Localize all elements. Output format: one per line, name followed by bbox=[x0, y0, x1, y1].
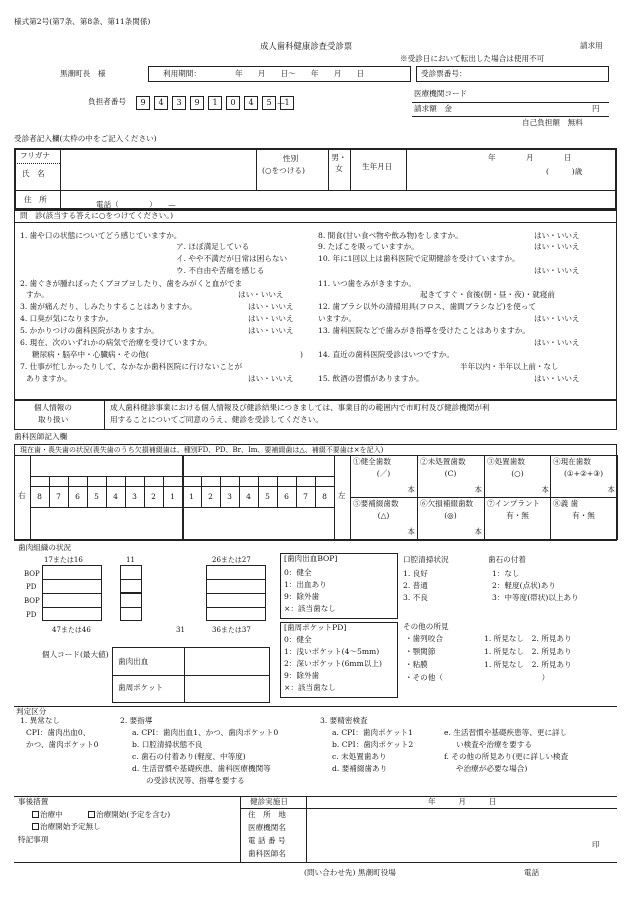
hygiene-title: 口腔清掃状況 bbox=[403, 555, 449, 564]
institution-phone-label: 電 話 番 号 bbox=[248, 836, 286, 845]
question-left-line: 6. 現在、次のいずれかの病気で治療を受けていますか。 bbox=[20, 338, 212, 347]
summary-unit: 本 bbox=[474, 485, 482, 494]
yes-no-option[interactable]: はい・いいえ bbox=[534, 374, 580, 383]
bop-item: ×：該当歯なし bbox=[284, 604, 336, 613]
question-right-line: 14. 直近の歯科医院受診はいつですか。 bbox=[318, 350, 454, 359]
payer-digit: 1 bbox=[280, 96, 294, 110]
left-side-label: 左 bbox=[338, 491, 346, 500]
question-left-line: 7. 仕事が忙しかったりして、なかなか歯科医院に行けないことが bbox=[20, 362, 243, 371]
row-label-bop-1: BOP bbox=[24, 570, 40, 578]
gum-bottom-label-2: 31 bbox=[176, 626, 185, 634]
summary-label: ③処置歯数 bbox=[487, 457, 525, 466]
tooth-divider bbox=[144, 476, 145, 486]
patient-section-title: 受診者記入欄(太枠の中をご記入ください) bbox=[14, 134, 157, 143]
payer-digit: 9 bbox=[136, 96, 150, 110]
question-left-line: ありますか。 bbox=[26, 374, 72, 383]
question-left-line: 5. かかりつけの歯科医院がありますか。 bbox=[20, 326, 159, 335]
yes-no-option[interactable]: はい・いいえ bbox=[534, 231, 580, 240]
tooth-divider bbox=[201, 476, 202, 486]
contact-phone-label: 電話 bbox=[524, 868, 540, 877]
after-care-title: 事後措置 bbox=[18, 797, 49, 806]
tooth-number-right: 6 bbox=[75, 492, 80, 501]
tartar-option[interactable]: 3：中等度(帯状)以上あり bbox=[492, 593, 579, 602]
name-input[interactable] bbox=[62, 150, 254, 188]
summary-label: ⑤要補綴歯数 bbox=[353, 499, 399, 508]
yes-no-option[interactable]: はい・いいえ bbox=[248, 326, 294, 335]
payer-number-label: 負担者番号 bbox=[88, 97, 126, 106]
claim-label: 請求用 bbox=[580, 41, 603, 50]
hygiene-option[interactable]: 2. 普通 bbox=[403, 581, 428, 590]
tooth-divider bbox=[239, 476, 240, 486]
tooth-number-right: 4 bbox=[113, 492, 118, 501]
tooth-divider bbox=[125, 476, 126, 486]
question-right-line: 半年以内・半年以上前・なし bbox=[460, 362, 559, 371]
tartar-option[interactable]: 1：なし bbox=[492, 569, 520, 578]
judgement-line[interactable]: 1. 異常なし bbox=[20, 716, 61, 725]
question-left-line: 3. 歯が痛んだり、しみたりすることはありますか。 bbox=[20, 302, 197, 311]
gum-top-label-1: 17または16 bbox=[44, 556, 83, 564]
furigana-label: フリガナ bbox=[20, 151, 50, 160]
judgement-line: d. 生活習慣や基礎疾患、歯科医療機関等 bbox=[132, 764, 271, 773]
privacy-label-2: 取り扱い bbox=[38, 415, 69, 424]
gum-title: 歯肉組織の状況 bbox=[18, 543, 72, 552]
judgement-line: c. 歯石の付着あり(軽度、中等度) bbox=[132, 752, 246, 761]
summary-label: ①健全歯数 bbox=[353, 457, 391, 466]
institution-address-label: 住 所 地 bbox=[248, 810, 286, 819]
payer-digit: 4 bbox=[244, 96, 258, 110]
pd-item: 0：健全 bbox=[284, 635, 312, 644]
summary-label: ⑦インプラント bbox=[487, 499, 541, 508]
summary-sub: (C) bbox=[444, 469, 457, 478]
tooth-divider bbox=[277, 476, 278, 486]
yes-no-option[interactable]: はい・いいえ bbox=[248, 314, 294, 323]
summary-sub: (／) bbox=[376, 469, 391, 478]
judgement-title: 判定区分 bbox=[16, 707, 47, 716]
judgement-line: d. 要補綴歯あり bbox=[332, 764, 388, 773]
questionnaire-header: 問 診(該当する答えに○をつけてください。) bbox=[20, 211, 174, 220]
tooth-number-left: 6 bbox=[284, 492, 289, 501]
birth-label: 生年月日 bbox=[362, 162, 393, 171]
tooth-divider bbox=[30, 476, 31, 486]
tooth-number-left: 2 bbox=[208, 492, 213, 501]
hygiene-option[interactable]: 1. 良好 bbox=[403, 569, 428, 578]
tooth-number-right: 7 bbox=[56, 492, 61, 501]
recipient-number-box[interactable]: 受診票番号： bbox=[416, 66, 609, 82]
tooth-divider bbox=[87, 476, 88, 486]
summary-cell[interactable] bbox=[550, 455, 617, 497]
tooth-number-left: 3 bbox=[227, 492, 232, 501]
privacy-text-1: 成人歯科健診事業における個人情報及び健診結果につきましては、事業目的の範囲内で市町村及び健診機関が利 bbox=[110, 403, 490, 412]
mayor-address: 黒潮町長 様 bbox=[60, 69, 106, 78]
after-care-option-none[interactable]: 治療開始予定無し bbox=[32, 823, 101, 832]
bop-item: 1：出血あり bbox=[284, 580, 327, 589]
payer-digit: 3 bbox=[172, 96, 186, 110]
judgement-line[interactable]: 2. 要指導 bbox=[120, 716, 153, 725]
question-right-line: 13. 歯科医院などで歯みがき指導を受けたことはありますか。 bbox=[318, 326, 530, 335]
right-side-label: 右 bbox=[18, 491, 26, 500]
copay-label: 自己負担額 無料 bbox=[522, 118, 583, 127]
question-left-line: ) bbox=[300, 350, 303, 359]
checkbox-icon bbox=[32, 823, 39, 830]
summary-label: ④現在歯数 bbox=[553, 457, 591, 466]
judgement-line: い検査や治療を要する bbox=[456, 740, 532, 749]
pd-item: 9：除外歯 bbox=[284, 671, 320, 680]
phone-field[interactable]: 電話（ ） — bbox=[96, 200, 176, 209]
hygiene-option[interactable]: 3. 不良 bbox=[403, 593, 428, 602]
question-left-line: すか。 bbox=[26, 290, 49, 299]
other-findings-title: その他の所見 bbox=[403, 622, 449, 631]
payer-digit: 0 bbox=[226, 96, 240, 110]
judgement-line: や治療が必要な場合) bbox=[456, 764, 528, 773]
other-finding-options[interactable]: 1. 所見なし 2. 所見あり bbox=[484, 660, 572, 669]
pocket-code-input[interactable] bbox=[186, 677, 268, 701]
bop-legend-title: [歯肉出血BOP] bbox=[284, 554, 338, 563]
sex-hint: (○をつける) bbox=[262, 166, 305, 175]
other-finding-options[interactable]: 1. 所見なし 2. 所見あり bbox=[484, 647, 572, 656]
other-finding-item: ・顎関節 bbox=[405, 647, 436, 656]
sex-options[interactable]: 男・女 bbox=[331, 153, 347, 173]
tooth-divider bbox=[258, 476, 259, 486]
row-label-bop-2: BOP bbox=[24, 597, 40, 605]
tooth-number-left: 8 bbox=[322, 492, 327, 501]
summary-unit: 本 bbox=[541, 485, 549, 494]
seal-mark: 印 bbox=[592, 840, 600, 849]
yes-no-option[interactable]: はい・いいえ bbox=[534, 266, 580, 275]
summary-unit: 本 bbox=[407, 485, 415, 494]
question-right-line: 15. 飲酒の習慣がありますか。 bbox=[318, 374, 424, 383]
pd-item: 1：浅いポケット(4〜5mm) bbox=[284, 647, 380, 656]
question-right-line: 起きてすぐ・食後(朝・昼・夜)・就寝前 bbox=[420, 290, 556, 299]
summary-sub: (△) bbox=[377, 511, 390, 520]
judgement-line: a. CPI：歯肉出血1、かつ、歯肉ポケット0 bbox=[132, 728, 279, 737]
row-label-pd-2: PD bbox=[26, 611, 37, 619]
payer-digit: 5 bbox=[262, 96, 276, 110]
exam-date-fields[interactable]: 年 月 日 bbox=[428, 797, 497, 806]
payer-digit: 4 bbox=[154, 96, 168, 110]
summary-unit: 本 bbox=[607, 485, 615, 494]
usage-note: ※受診日において転出した場合は使用不可 bbox=[400, 54, 545, 63]
institution-name-label: 医療機関名 bbox=[248, 823, 286, 832]
question-left-line: 2. 歯ぐきが腫れぼったくブヨブヨしたり、歯をみがくと血がでま bbox=[20, 279, 243, 288]
tooth-divider bbox=[315, 476, 316, 486]
judgement-line: c. 未処置歯あり bbox=[332, 752, 387, 761]
yes-no-option[interactable]: はい・いいえ bbox=[534, 242, 580, 251]
teeth-header: 現在歯・喪失歯の状況(喪失歯のうち欠損補綴歯は、種別FD、PD、Br、Im、要補綴歯は△、補綴不要歯は×を記入) bbox=[20, 446, 384, 454]
tooth-number-right: 3 bbox=[132, 492, 137, 501]
bop-item: 0：健全 bbox=[284, 568, 312, 577]
pocket-label: 歯周ポケット bbox=[118, 683, 164, 692]
exam-date-label: 健診実施日 bbox=[250, 797, 288, 806]
bleed-label: 歯肉出血 bbox=[118, 657, 149, 666]
other-finding-item: ・歯列咬合 bbox=[405, 634, 443, 643]
yen-label: 円 bbox=[592, 104, 600, 113]
dentist-name-label: 歯科医師名 bbox=[248, 849, 286, 858]
yes-no-option[interactable]: はい・いいえ bbox=[248, 374, 294, 383]
judgement-line: の受診状況等、指導を要する bbox=[146, 776, 245, 785]
summary-divider bbox=[617, 455, 618, 540]
privacy-text-2: 用することについてご同意のうえ、健診を受診してください。 bbox=[110, 415, 323, 424]
question-left-line: イ. やや不満だが日常は困らない bbox=[176, 254, 288, 263]
special-notes-label: 特記事項 bbox=[18, 835, 49, 844]
judgement-line: f. その他の所見あり(更に詳しい検査 bbox=[444, 752, 569, 761]
claim-amount-label: 請求額 金 bbox=[414, 104, 452, 113]
summary-cell[interactable] bbox=[550, 497, 617, 539]
privacy-label-1: 個人情報の bbox=[34, 403, 72, 412]
summary-sub: (○) bbox=[511, 469, 524, 478]
question-right-line: 10. 年に1回以上は歯科医院で定期健診を受けていますか。 bbox=[318, 254, 520, 263]
validity-box: 利用期間： 年 月 日〜 年 月 日 bbox=[148, 66, 411, 82]
tooth-number-left: 5 bbox=[265, 492, 270, 501]
judgement-line: b. 口腔清掃状態不良 bbox=[132, 740, 203, 749]
tooth-number-left: 4 bbox=[246, 492, 251, 501]
after-care-option-treating[interactable]: 治療中 bbox=[32, 811, 63, 820]
pd-legend-title: [歯周ポケットPD] bbox=[284, 623, 347, 632]
question-left-line: 糖尿病・脳卒中・心臓病・その他( bbox=[32, 350, 149, 359]
summary-cell[interactable] bbox=[417, 455, 484, 497]
tooth-divider bbox=[220, 476, 221, 486]
tooth-divider bbox=[163, 476, 164, 486]
summary-sub: 有・無 bbox=[572, 511, 595, 520]
after-care-option-start[interactable]: 治療開始(予定を含む) bbox=[88, 811, 170, 820]
judgement-line: b. CPI：歯肉ポケット2 bbox=[332, 740, 414, 749]
question-right-line: 11. いつ歯をみがきますか。 bbox=[318, 279, 417, 288]
tooth-divider bbox=[334, 476, 335, 486]
tartar-title: 歯石の付着 bbox=[488, 555, 526, 564]
gum-top-label-2: 11 bbox=[126, 556, 135, 564]
judgement-line[interactable]: 3. 要精密検査 bbox=[320, 716, 368, 725]
summary-label: ②未処置歯数 bbox=[420, 457, 466, 466]
form-number: 様式第2号(第7条、第8条、第11条関係) bbox=[14, 17, 151, 26]
judgement-line: e. 生活習慣や基礎疾患等、更に詳し bbox=[444, 728, 568, 737]
tooth-divider bbox=[334, 486, 335, 507]
tooth-number-right: 5 bbox=[94, 492, 99, 501]
question-left-line: 1. 歯や口の状態についてどう感じていますか。 bbox=[20, 231, 182, 240]
tartar-option[interactable]: 2：軽度(点状)あり bbox=[492, 581, 556, 590]
birth-fields[interactable]: 年 月 日 bbox=[488, 153, 572, 162]
tooth-divider bbox=[106, 476, 107, 486]
address-label: 住 所 bbox=[24, 195, 47, 204]
question-right-line: 8. 間食(甘い食べ物や飲み物)をしますか。 bbox=[318, 231, 463, 240]
question-right-line: 9. たばこを吸っていますか。 bbox=[318, 242, 419, 251]
institution-code-label: 医療機関コード bbox=[414, 89, 468, 98]
question-right-line: いますか。 bbox=[318, 314, 356, 323]
judgement-line: a. CPI：歯肉ポケット1 bbox=[332, 728, 413, 737]
age-fields[interactable]: ( )歳 bbox=[546, 167, 583, 176]
summary-sub: 有・無 bbox=[506, 511, 529, 520]
gum-top-label-3: 26または27 bbox=[212, 556, 251, 564]
name-label: 氏 名 bbox=[22, 169, 45, 178]
summary-cell[interactable] bbox=[350, 455, 417, 497]
tooth-divider bbox=[49, 476, 50, 486]
checkbox-icon bbox=[32, 811, 39, 818]
other-finding-options[interactable]: 1. 所見なし 2. 所見あり bbox=[484, 634, 572, 643]
sex-label: 性別 bbox=[283, 154, 299, 163]
summary-cell[interactable] bbox=[350, 497, 417, 539]
tooth-divider bbox=[296, 476, 297, 486]
summary-unit: 本 bbox=[407, 527, 415, 536]
tooth-divider bbox=[68, 476, 69, 486]
summary-unit: 本 bbox=[474, 527, 482, 536]
question-right-line: 12. 歯ブラシ以外の清掃用具(フロス、歯間ブラシなど)を使って bbox=[318, 302, 537, 311]
summary-label: ⑧義 歯 bbox=[553, 499, 579, 508]
summary-sub: (①+②+③) bbox=[563, 469, 604, 478]
tooth-number-left: 7 bbox=[303, 492, 308, 501]
gum-bottom-label-1: 47または46 bbox=[52, 626, 91, 634]
bop-item: 9：除外歯 bbox=[284, 592, 320, 601]
gum-bottom-label-3: 36または37 bbox=[212, 626, 251, 634]
question-left-line: 4. 口臭が気になりますか。 bbox=[20, 314, 114, 323]
judgement-line: CPI：歯肉出血0、 bbox=[26, 728, 91, 737]
tooth-number-right: 8 bbox=[37, 492, 42, 501]
personal-code-label: 個人コード(最大値) bbox=[42, 650, 109, 659]
yes-no-option[interactable]: はい・いいえ bbox=[534, 338, 580, 347]
summary-cell[interactable] bbox=[417, 497, 484, 539]
checkbox-icon bbox=[88, 811, 95, 818]
yes-no-option[interactable]: はい・いいえ bbox=[534, 314, 580, 323]
dentist-section-title: 歯科医師記入欄 bbox=[14, 432, 68, 441]
bleed-code-input[interactable] bbox=[186, 649, 268, 673]
payer-digit: 1 bbox=[208, 96, 222, 110]
payer-digit: 9 bbox=[190, 96, 204, 110]
tooth-number-left: 1 bbox=[189, 492, 194, 501]
other-finding-item[interactable]: ・その他（ ） bbox=[405, 673, 550, 682]
pd-item: ×：該当歯なし bbox=[284, 683, 336, 692]
question-left-line: ウ. 不自由や苦痛を感じる bbox=[176, 266, 265, 275]
other-finding-item: ・粘膜 bbox=[405, 660, 428, 669]
tooth-number-right: 2 bbox=[151, 492, 156, 501]
summary-sub: (◎) bbox=[444, 511, 457, 520]
summary-label: ⑥欠損補綴歯数 bbox=[420, 499, 474, 508]
form-title: 成人歯科健康診査受診票 bbox=[260, 41, 353, 51]
summary-cell[interactable] bbox=[484, 497, 551, 539]
tooth-number-right: 1 bbox=[170, 492, 175, 501]
row-label-pd-1: PD bbox=[26, 583, 37, 591]
judgement-line: かつ、歯肉ポケット0 bbox=[26, 740, 99, 749]
payer-digit: — bbox=[277, 98, 285, 107]
yes-no-option[interactable]: はい・いいえ bbox=[248, 302, 294, 311]
yes-no-option[interactable]: はい・いいえ bbox=[238, 290, 284, 299]
pd-item: 2：深いポケット(6mm以上) bbox=[284, 659, 382, 668]
contact-label: (問い合わせ先) 黒潮町役場 bbox=[304, 868, 396, 877]
question-left-line: ア. ほぼ満足している bbox=[176, 242, 250, 251]
summary-cell[interactable] bbox=[484, 455, 551, 497]
